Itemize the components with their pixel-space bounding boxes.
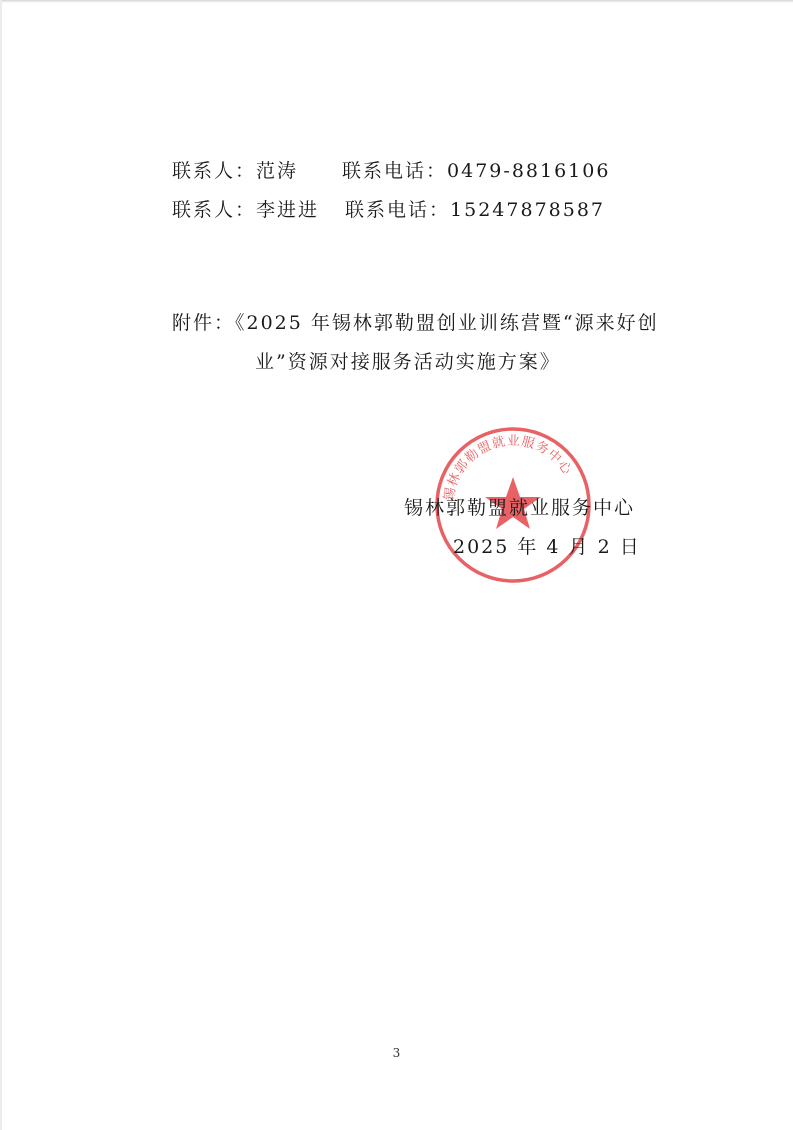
attachment-line-1: 附件：《2025 年锡林郭勒盟创业训练营暨“源来好创 xyxy=(172,312,659,334)
contact-line-2 xyxy=(172,201,605,220)
page-number: 3 xyxy=(392,1046,401,1060)
phone-label: 联系电话： xyxy=(345,199,451,221)
phone-number: 15247878587 xyxy=(450,199,606,221)
contact-label: 联系人： xyxy=(172,199,257,221)
contact-label: 联系人： xyxy=(172,160,257,182)
attachment-line-2: 业”资源对接服务活动实施方案》 xyxy=(255,351,561,373)
page-left-edge xyxy=(0,0,2,1130)
page-top-edge xyxy=(0,0,793,3)
contact-name: 范涛 xyxy=(256,160,299,182)
contact-name: 李进进 xyxy=(256,199,320,221)
seal-arc-text: 锡林郭勒盟就业服务中心 xyxy=(441,433,575,502)
phone-number: 0479-8816106 xyxy=(447,160,611,182)
signature-organization: 锡林郭勒盟就业服务中心 xyxy=(404,497,636,519)
signature-date: 2025 年 4 月 2 日 xyxy=(453,536,641,558)
contact-line-1 xyxy=(172,162,610,181)
phone-label: 联系电话： xyxy=(342,160,448,182)
